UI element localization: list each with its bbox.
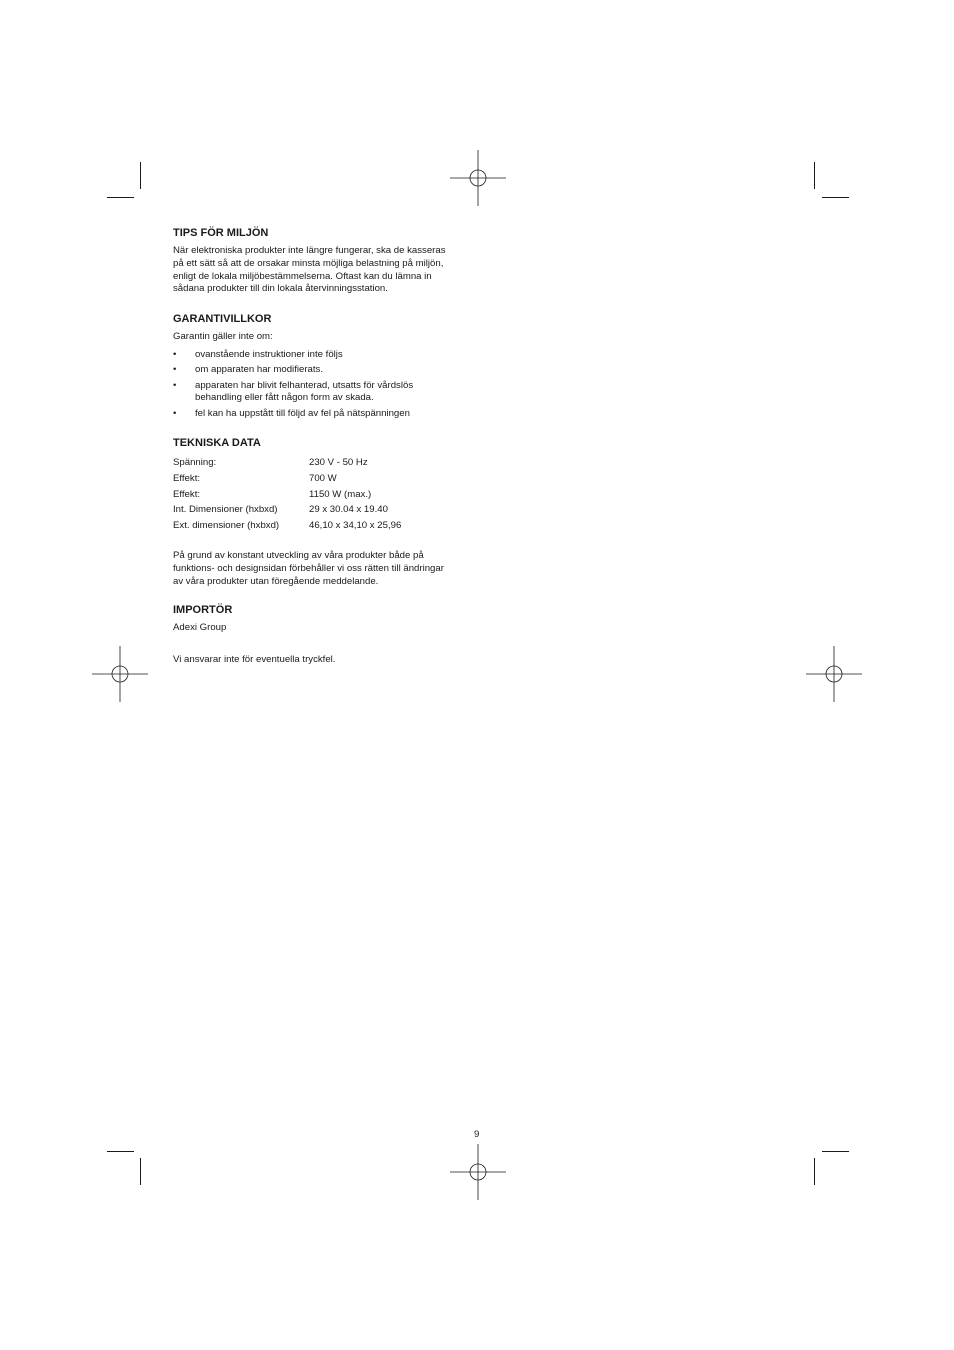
- list-item: • om apparaten har modifierats.: [173, 364, 473, 377]
- page-content: [173, 226, 473, 682]
- list-item: • ovanstående instruktioner inte följs: [173, 349, 473, 362]
- importer-section: [173, 603, 473, 667]
- technical-heading: TEKNISKA DATA: [173, 437, 261, 450]
- crop-mark-bottom-left-horizontal: [107, 1151, 134, 1152]
- crop-mark-top-right-horizontal: [822, 197, 849, 198]
- registration-mark-bottom-icon: [450, 1144, 506, 1200]
- disclaimer: På grund av konstant utveckling av våra produkter både på funktions- och designsidan förbehåller vi oss rätten till ändringar av våra produkter utan föregående meddelande.: [173, 550, 444, 588]
- warranty-section: [173, 312, 473, 420]
- warranty-heading: GARANTIVILLKOR: [173, 313, 272, 326]
- environment-line: enligt de lokala miljöbestämmelserna. Oftast kan du lämna in: [173, 270, 432, 282]
- registration-mark-right-icon: [806, 646, 862, 702]
- page-number: 9: [474, 1129, 480, 1140]
- warranty-intro: Garantin gäller inte om:: [173, 331, 273, 343]
- registration-mark-left-icon: [92, 646, 148, 702]
- list-item: • apparaten har blivit felhanterad, utsatts för vårdslös behandling eller fått någon form av skada.: [173, 380, 473, 406]
- importer-name: Adexi Group: [173, 621, 227, 633]
- misprint-note: Vi ansvarar inte för eventuella tryckfel.: [173, 653, 336, 665]
- list-item: • fel kan ha uppstått till följd av fel på nätspänningen: [173, 408, 473, 421]
- registration-mark-top-icon: [450, 150, 506, 206]
- table-row: Effekt: 700 W: [173, 473, 337, 485]
- table-row: Spänning: 230 V - 50 Hz: [173, 457, 368, 469]
- crop-mark-bottom-left-vertical: [140, 1158, 141, 1185]
- environment-line: sådana produkter till din lokala återvinningsstation.: [173, 283, 388, 295]
- table-row: Int. Dimensioner (hxbxd) 29 x 30.04 x 19.40: [173, 504, 388, 516]
- warranty-list: [173, 349, 473, 420]
- technical-section: [173, 436, 473, 588]
- crop-mark-top-left-horizontal: [107, 197, 134, 198]
- crop-mark-top-left-vertical: [140, 162, 141, 189]
- environment-line: på ett sätt så att de orsakar minsta möjliga belastning på miljön,: [173, 257, 444, 269]
- crop-mark-top-right-vertical: [814, 162, 815, 189]
- environment-line: När elektroniska produkter inte längre fungerar, ska de kasseras: [173, 245, 446, 256]
- table-row: Effekt: 1150 W (max.): [173, 488, 372, 500]
- table-row: Ext. dimensioner (hxbxd) 46,10 x 34,10 x 25,96: [173, 519, 402, 531]
- environment-section: [173, 226, 473, 296]
- crop-mark-bottom-right-vertical: [814, 1158, 815, 1185]
- spec-table: [173, 455, 401, 533]
- importer-heading: IMPORTÖR: [173, 603, 233, 616]
- environment-heading: TIPS FÖR MILJÖN: [173, 227, 269, 239]
- crop-mark-bottom-right-horizontal: [822, 1151, 849, 1152]
